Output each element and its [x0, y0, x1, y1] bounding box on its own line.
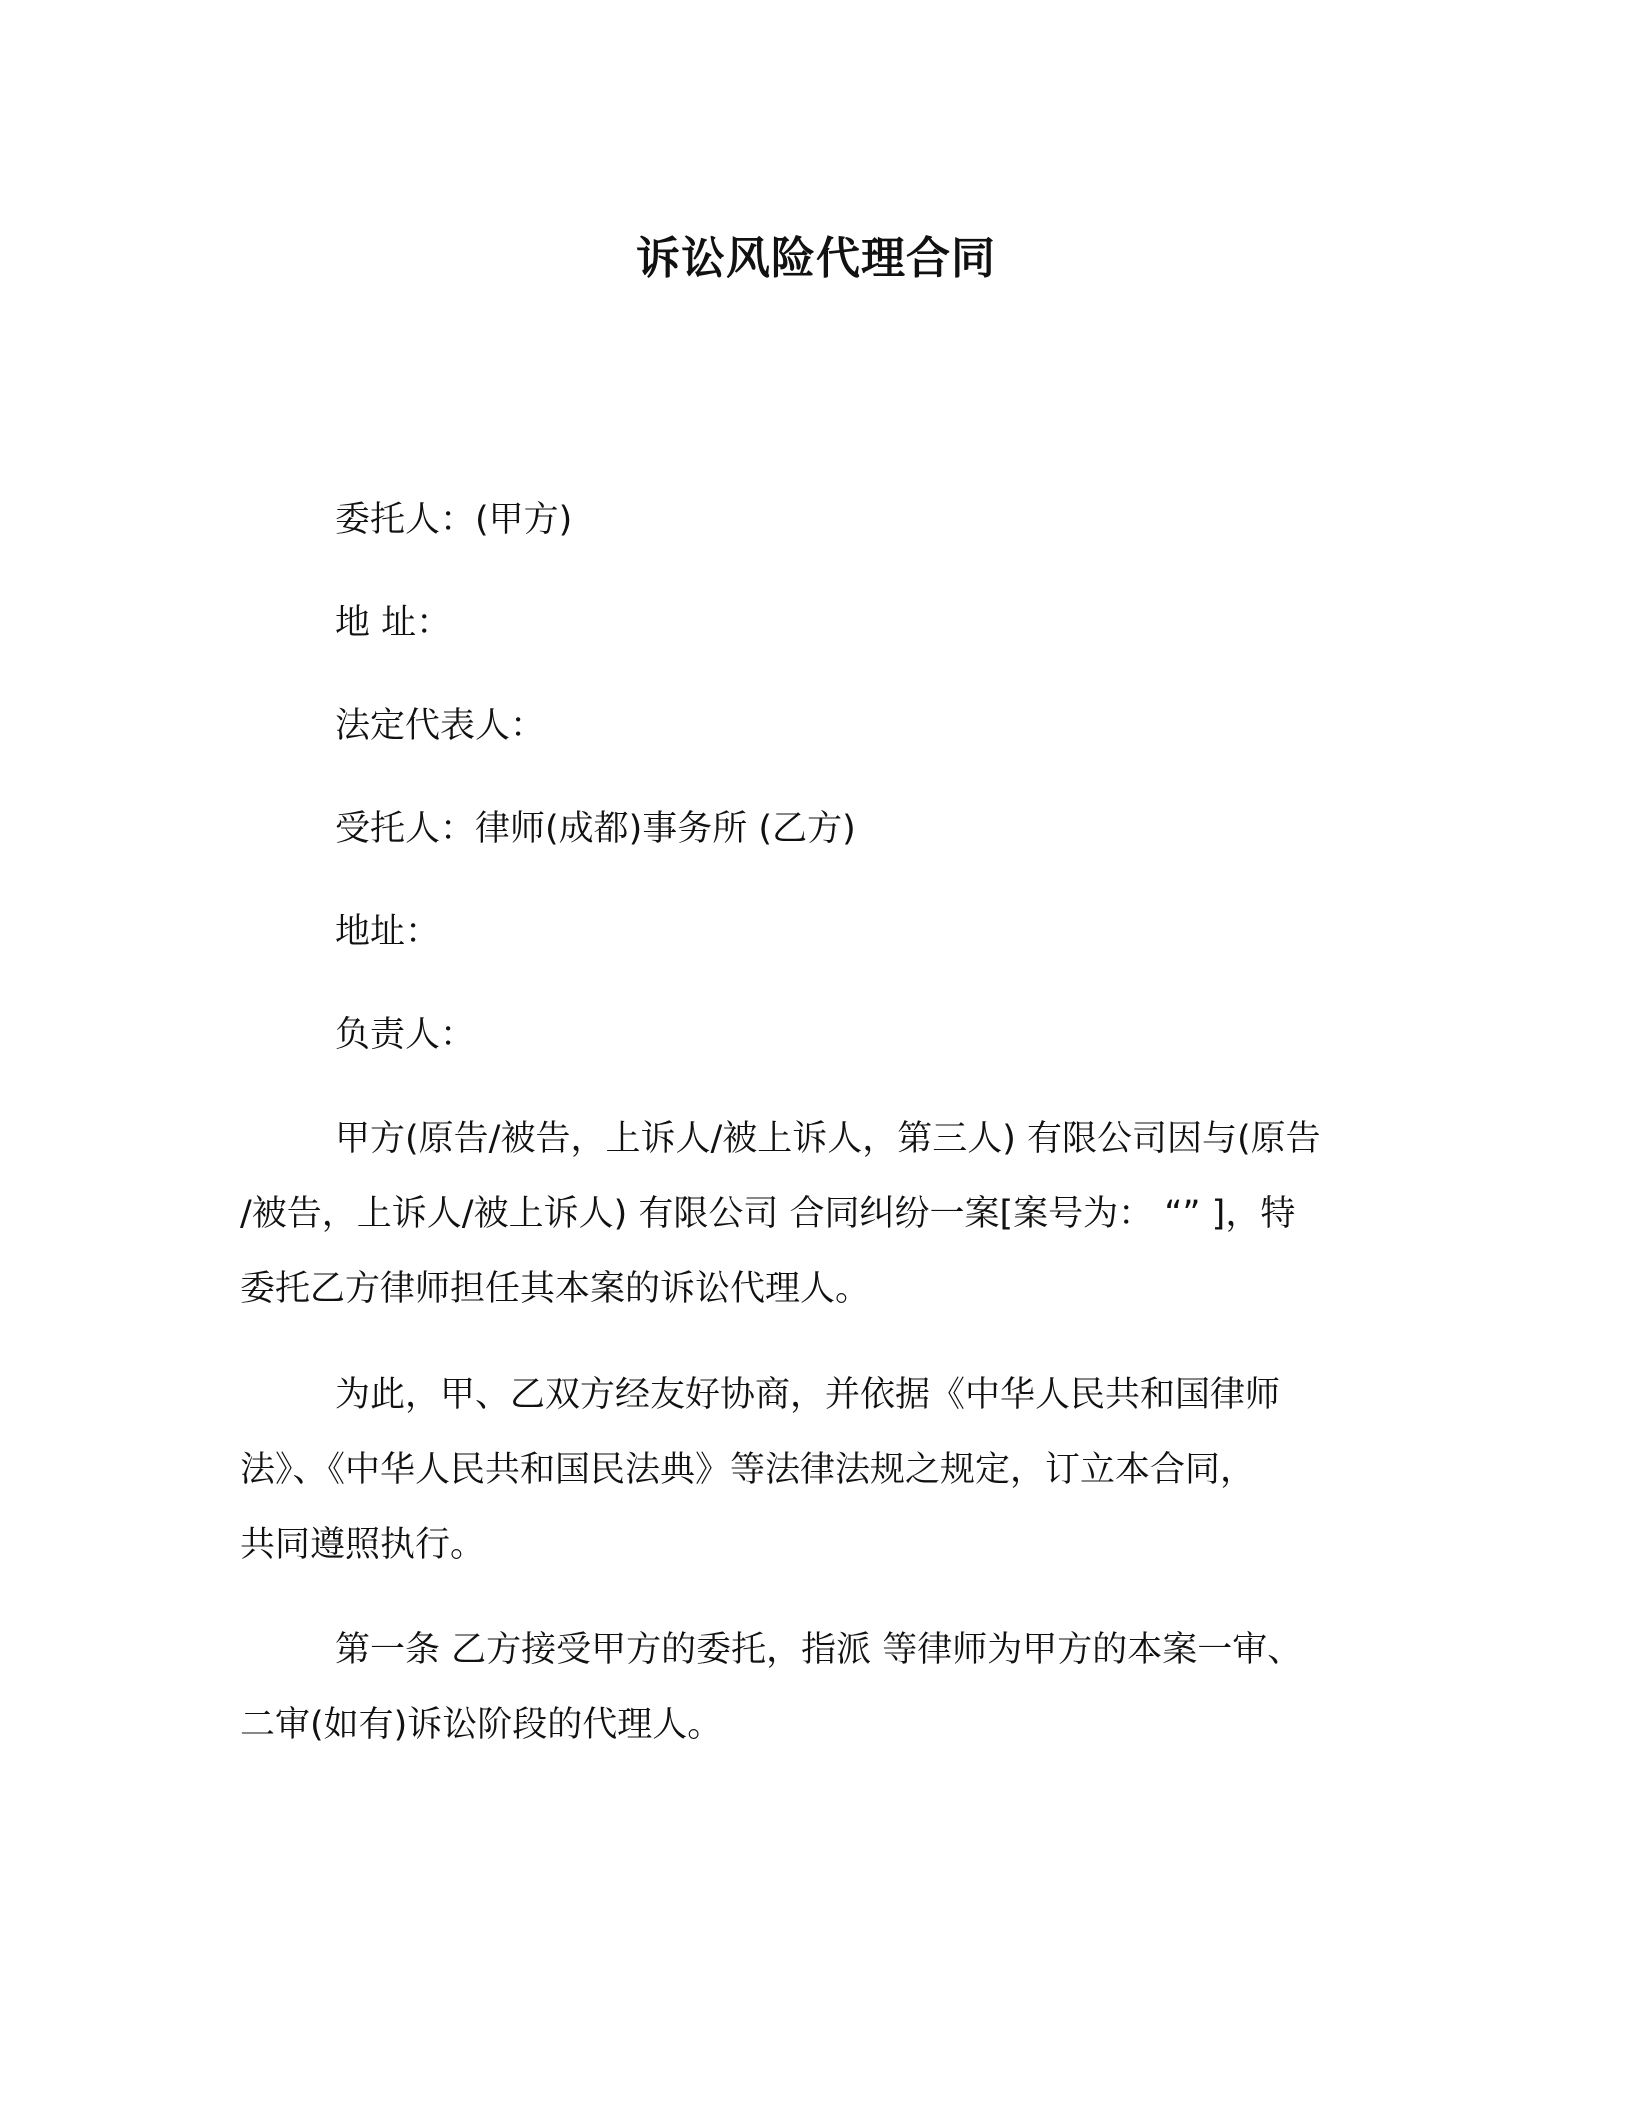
paragraph-line: 二审(如有)诉讼阶段的代理人。 — [240, 1705, 723, 1745]
party-client-legal-representative: 法定代表人： — [335, 706, 546, 746]
paragraph-line: 为此，甲、乙双方经友好协商，并依据《中华人民共和国律师 — [335, 1375, 1281, 1415]
document-title: 诉讼风险代理合同 — [636, 233, 996, 284]
paragraph-line: /被告，上诉人/被上诉人) 有限公司 合同纠纷一案[案号为： “” ]，特 — [240, 1194, 1296, 1234]
party-client-address: 地 址： — [335, 603, 452, 643]
paragraph-case-entrustment — [240, 1102, 1390, 1327]
paragraph-line: 法》、《中华人民共和国民法典》等法律法规之规定，订立本合同， — [240, 1450, 1256, 1490]
party-client: 委托人：(甲方) — [335, 500, 573, 540]
party-trustee: 受托人：律师(成都)事务所 (乙方) — [335, 809, 856, 849]
paragraph-line: 共同遵照执行。 — [240, 1525, 486, 1565]
paragraph-article-one — [240, 1613, 1390, 1763]
party-trustee-address: 地址： — [335, 912, 441, 952]
party-trustee-responsible-person: 负责人： — [335, 1015, 476, 1055]
paragraph-legal-basis — [240, 1358, 1390, 1583]
paragraph-line: 委托乙方律师担任其本案的诉讼代理人。 — [240, 1269, 871, 1309]
paragraph-line: 甲方(原告/被告，上诉人/被上诉人，第三人) 有限公司因与(原告 — [335, 1119, 1321, 1159]
paragraph-line: 第一条 乙方接受甲方的委托，指派 等律师为甲方的本案一审、 — [335, 1630, 1303, 1670]
